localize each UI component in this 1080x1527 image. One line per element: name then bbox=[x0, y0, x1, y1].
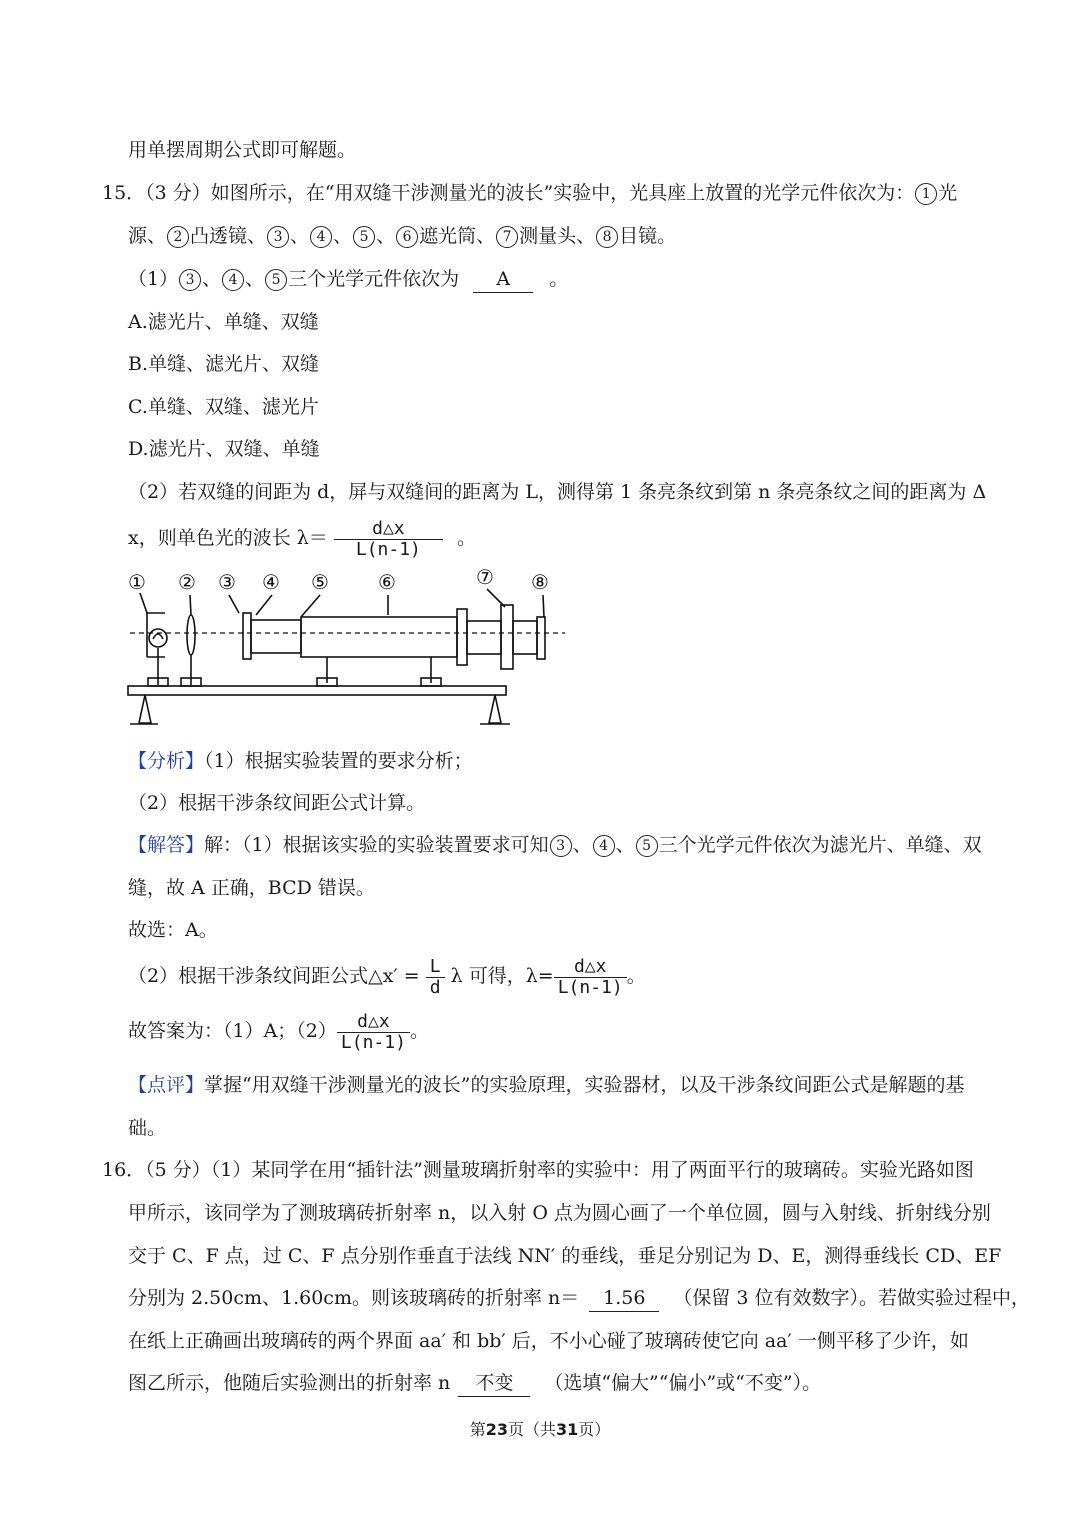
eyepiece bbox=[537, 617, 545, 659]
question-16-line3: 交于 C、F 点，过 C、F 点分别作垂直于法线 NN′ 的垂线，垂足分别记为 D、E，测得垂线长 CD、EF bbox=[128, 1245, 1002, 1267]
answer-blank: A bbox=[473, 266, 533, 293]
solution-part2: （2）根据干涉条纹间距公式△x′ = $\frac{L}{d}$ λ 可得，λ= $\frac{d\triangle x}{L(n-1)}$ 。 bbox=[128, 955, 646, 998]
wavelength-formula: $\frac{d\triangle x}{L(n-1)}$ bbox=[352, 519, 425, 560]
question-16-line5: 在纸上正确画出玻璃砖的两个界面 aa′ 和 bb′ 后，不小心碰了玻璃砖使它向 aa′ 一侧平移了少许，如 bbox=[128, 1330, 969, 1352]
slit-tube bbox=[251, 620, 301, 653]
wavelength-formula: $\frac{d\triangle x}{L(n-1)}$ bbox=[554, 957, 627, 998]
question-15-part2-line1: （2）若双缝的间距为 d，屏与双缝间的距离为 L，测得第 1 条亮条纹到第 n 条亮条纹之间的距离为 Δ bbox=[128, 481, 987, 503]
page-number: 23 bbox=[485, 1420, 508, 1439]
comment-tag: 【点评】 bbox=[128, 1074, 205, 1096]
question-16-line4: 分别为 2.50cm、1.60cm。则该玻璃砖的折射率 n＝ 1.56 （保留 3 位有效数字）。若做实验过程中， bbox=[128, 1285, 1030, 1312]
answer-blank: 1.56 bbox=[589, 1285, 659, 1312]
label-1: ① bbox=[128, 570, 146, 594]
analysis-line1: 【分析】（1）根据实验装置的要求分析； bbox=[128, 750, 473, 772]
final-answer: 故答案为：（1）A；（2） $\frac{d\triangle x}{L(n-1)}$ 。 bbox=[128, 1010, 429, 1053]
label-7: ⑦ bbox=[476, 565, 494, 589]
question-15-part1: （1） 3 、 4 、 5 三个光学元件依次为 A 。 bbox=[128, 266, 568, 293]
filter-holder bbox=[243, 613, 251, 659]
label-3: ③ bbox=[218, 570, 236, 594]
question-16-line2: 甲所示，该同学为了测玻璃砖折射率 n，以入射 O 点为圆心画了一个单位圆，圆与入射线、折射线分别 bbox=[128, 1202, 991, 1224]
lamp-bulb bbox=[149, 629, 167, 647]
question-16-line6: 图乙所示，他随后实验测出的折射率 n 不变 （选填“偏大”“偏小”或“不变”）。 bbox=[128, 1370, 821, 1397]
label-4: ④ bbox=[262, 570, 280, 594]
solution-choice: 故选：A。 bbox=[128, 919, 218, 941]
solution-line2: 缝，故 A 正确，BCD 错误。 bbox=[128, 877, 375, 899]
answer-blank-formula bbox=[334, 518, 443, 560]
analysis-tag: 【分析】 bbox=[128, 750, 205, 772]
label-8: ⑧ bbox=[531, 570, 549, 594]
wavelength-formula: $\frac{d\triangle x}{L(n-1)}$ bbox=[337, 1012, 410, 1053]
apparatus-labels bbox=[128, 565, 549, 594]
comment-line1: 【点评】掌握“用双缝干涉测量光的波长”的实验原理，实验器材，以及干涉条纹间距公式是解题的基 bbox=[128, 1074, 965, 1096]
question-16-line1: 16．（5 分）（1）某同学在用“插针法”测量玻璃折射率的实验中：用了两面平行的玻璃砖。实验光路如图 bbox=[102, 1159, 974, 1181]
page-total: 31 bbox=[556, 1420, 579, 1439]
text-line: 用单摆周期公式即可解题。 bbox=[128, 139, 357, 161]
fringe-formula: $\frac{L}{d}$ bbox=[426, 957, 445, 998]
option-d: D.滤光片、双缝、单缝 bbox=[128, 438, 320, 460]
convex-lens bbox=[187, 615, 195, 655]
comment-line2: 础。 bbox=[128, 1117, 167, 1139]
question-15-part2-line2: x，则单色光的波长 λ＝ $\frac{d\triangle x}{L(n-1)}$ 。 bbox=[128, 517, 476, 560]
analysis-line2: （2）根据干涉条纹间距公式计算。 bbox=[128, 792, 426, 814]
solution-line1: 【解答】解：（1）根据该实验的实验装置要求可知 3 、 4 、 5 三个光学元件依次为滤光片、单缝、双 bbox=[128, 834, 982, 856]
page-footer: 第23页（共31页） bbox=[469, 1420, 611, 1439]
question-15-header: 15．（3 分）如图所示，在“用双缝干涉测量光的波长”实验中，光具座上放置的光学元件依次为： 1 光 bbox=[102, 182, 958, 204]
solution-tag: 【解答】 bbox=[128, 834, 205, 856]
label-2: ② bbox=[178, 570, 196, 594]
option-c: C.单缝、双缝、滤光片 bbox=[128, 396, 319, 418]
question-15-line2: 源、 2 凸透镜、 3 、 4 、 5 、 6 遮光筒、 7 测量头、 8 目镜。 bbox=[128, 225, 677, 247]
answer-blank: 不变 bbox=[458, 1370, 530, 1397]
shade-tube bbox=[301, 617, 457, 657]
double-slit-apparatus-figure bbox=[125, 565, 565, 740]
option-b: B.单缝、滤光片、双缝 bbox=[128, 353, 320, 375]
label-5: ⑤ bbox=[311, 570, 329, 594]
optical-bench bbox=[128, 686, 506, 695]
measuring-head bbox=[501, 605, 513, 669]
label-6: ⑥ bbox=[378, 570, 396, 594]
option-a: A.滤光片、单缝、双缝 bbox=[128, 311, 319, 333]
